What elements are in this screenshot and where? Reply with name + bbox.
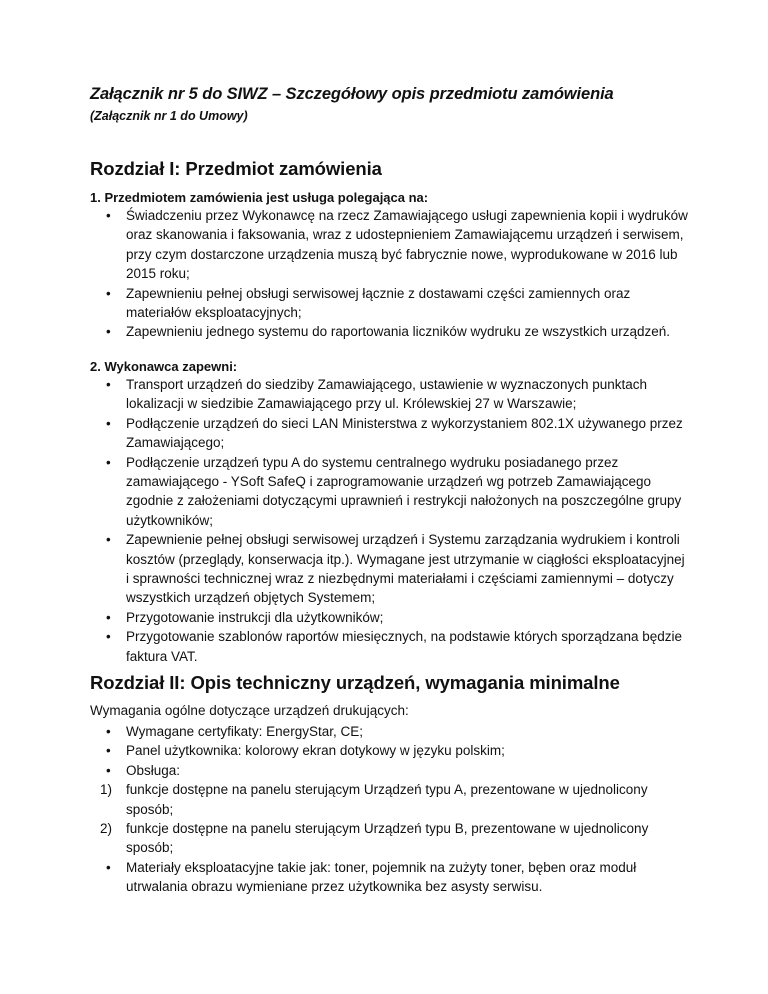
list-item (90, 608, 690, 627)
section-1-heading: 1. Przedmiotem zamówienia jest usługa polegająca na: (90, 190, 429, 205)
document-title: Załącznik nr 5 do SIWZ – Szczegółowy opis przedmiotu zamówienia (90, 85, 614, 103)
list-item-text: Podłączenie urządzeń do sieci LAN Ministerstwa z wykorzystaniem 802.1X używanego przez Zamawiającego; (126, 415, 683, 451)
list-item (90, 453, 690, 531)
list-item-text: Obsługa: (126, 762, 181, 778)
bullet-icon: • (106, 859, 111, 875)
chapter-2-list (90, 722, 690, 897)
list-item-text: funkcje dostępne na panelu sterującym Urządzeń typu B, prezentowane w ujednolicony sposób; (126, 821, 649, 856)
bullet-icon: • (106, 532, 111, 548)
list-item (90, 284, 690, 323)
chapter-2-intro: Wymagania ogólne dotyczące urządzeń drukujących: (90, 703, 409, 718)
list-item-text: Podłączenie urządzeń typu A do systemu centralnego wydruku posiadanego przez zamawiającego - YSoft SafeQ i zaprogramowanie urządzeń wg potrzeb Zamawiającego zgodnie z założeniami dotyczącymi uprawnień i restrykcji nałożonych na poszczególne grupy użytkowników; (126, 454, 682, 528)
list-item-text: Zapewnieniu pełnej obsługi serwisowej łącznie z dostawami części zamiennych oraz materiałów eksploatacyjnych; (126, 285, 631, 321)
bullet-icon: • (106, 377, 111, 392)
section-2-heading: 2. Wykonawca zapewni: (90, 359, 238, 374)
section-1-list (90, 206, 690, 342)
bullet-icon: • (106, 743, 111, 759)
list-item (90, 530, 690, 608)
bullet-icon: • (106, 724, 111, 739)
list-number: 2) (100, 821, 113, 837)
list-item-text: Zapewnieniu jednego systemu do raportowania liczników wydruku ze wszystkich urządzeń. (126, 324, 671, 340)
list-item (90, 375, 690, 414)
bullet-icon: • (106, 415, 111, 431)
list-item (90, 858, 690, 897)
list-item-text: Przygotowanie instrukcji dla użytkowników; (126, 609, 384, 625)
list-item (90, 206, 690, 284)
section-2-list (90, 375, 690, 666)
list-item (90, 322, 690, 341)
chapter-1-heading: Rozdział I: Przedmiot zamówienia (90, 158, 382, 179)
list-number: 1) (100, 782, 113, 798)
list-item (90, 414, 690, 453)
bullet-icon: • (106, 454, 111, 470)
numbered-item (90, 780, 690, 819)
list-item-text: Wymagane certyfikaty: EnergyStar, CE; (126, 724, 363, 739)
list-item-text: Panel użytkownika: kolorowy ekran dotykowy w języku polskim; (126, 743, 505, 759)
list-item-text: Przygotowanie szablonów raportów miesięcznych, na podstawie których sporządzana będzie faktura VAT. (126, 629, 683, 664)
bullet-icon: • (106, 609, 111, 625)
list-item-text: Transport urządzeń do siedziby Zamawiającego, ustawienie w wyznaczonych punktach lokalizacji w siedzibie Zamawiającego przy ul. Królewskiej 27 w Warszawie; (126, 377, 648, 412)
numbered-item (90, 819, 690, 858)
bullet-icon: • (106, 762, 111, 778)
list-item (90, 761, 690, 780)
bullet-icon: • (106, 629, 111, 645)
list-item-text: Materiały eksploatacyjne takie jak: toner, pojemnik na zużyty toner, bęben oraz moduł utrwalania obrazu wymieniane przez użytkownika bez asysty serwisu. (126, 859, 637, 895)
list-item-text: Świadczeniu przez Wykonawcę na rzecz Zamawiającego usługi zapewnienia kopii i wydruków oraz skanowania i faksowania, wraz z udostepnieniem Zamawiającemu urządzeń i serwisem, przy czym dostarczone urządzenia muszą być fabrycznie nowe, wyprodukowane w 2016 lub 2015 roku; (126, 208, 688, 282)
list-item (90, 741, 690, 760)
bullet-icon: • (106, 285, 111, 301)
list-item-text: funkcje dostępne na panelu sterującym Urządzeń typu A, prezentowane w ujednolicony sposób; (126, 782, 648, 817)
bullet-icon: • (106, 208, 111, 223)
bullet-icon: • (106, 324, 111, 340)
document-subtitle: (Załącznik nr 1 do Umowy) (90, 109, 248, 123)
chapter-2-heading: Rozdział II: Opis techniczny urządzeń, wymagania minimalne (90, 672, 620, 693)
list-item-text: Zapewnienie pełnej obsługi serwisowej urządzeń i Systemu zarządzania wydrukiem i kontroli kosztów (przeglądy, konserwacja itp.). Wymagane jest utrzymanie w ciągłości eksploatacyjnej i sprawności technicznej wraz z niezbędnymi materiałami i częściami zamiennymi – dotyczy wszystkich urządzeń objętych Systemem; (126, 532, 685, 606)
list-item (90, 722, 690, 741)
list-item (90, 627, 690, 666)
